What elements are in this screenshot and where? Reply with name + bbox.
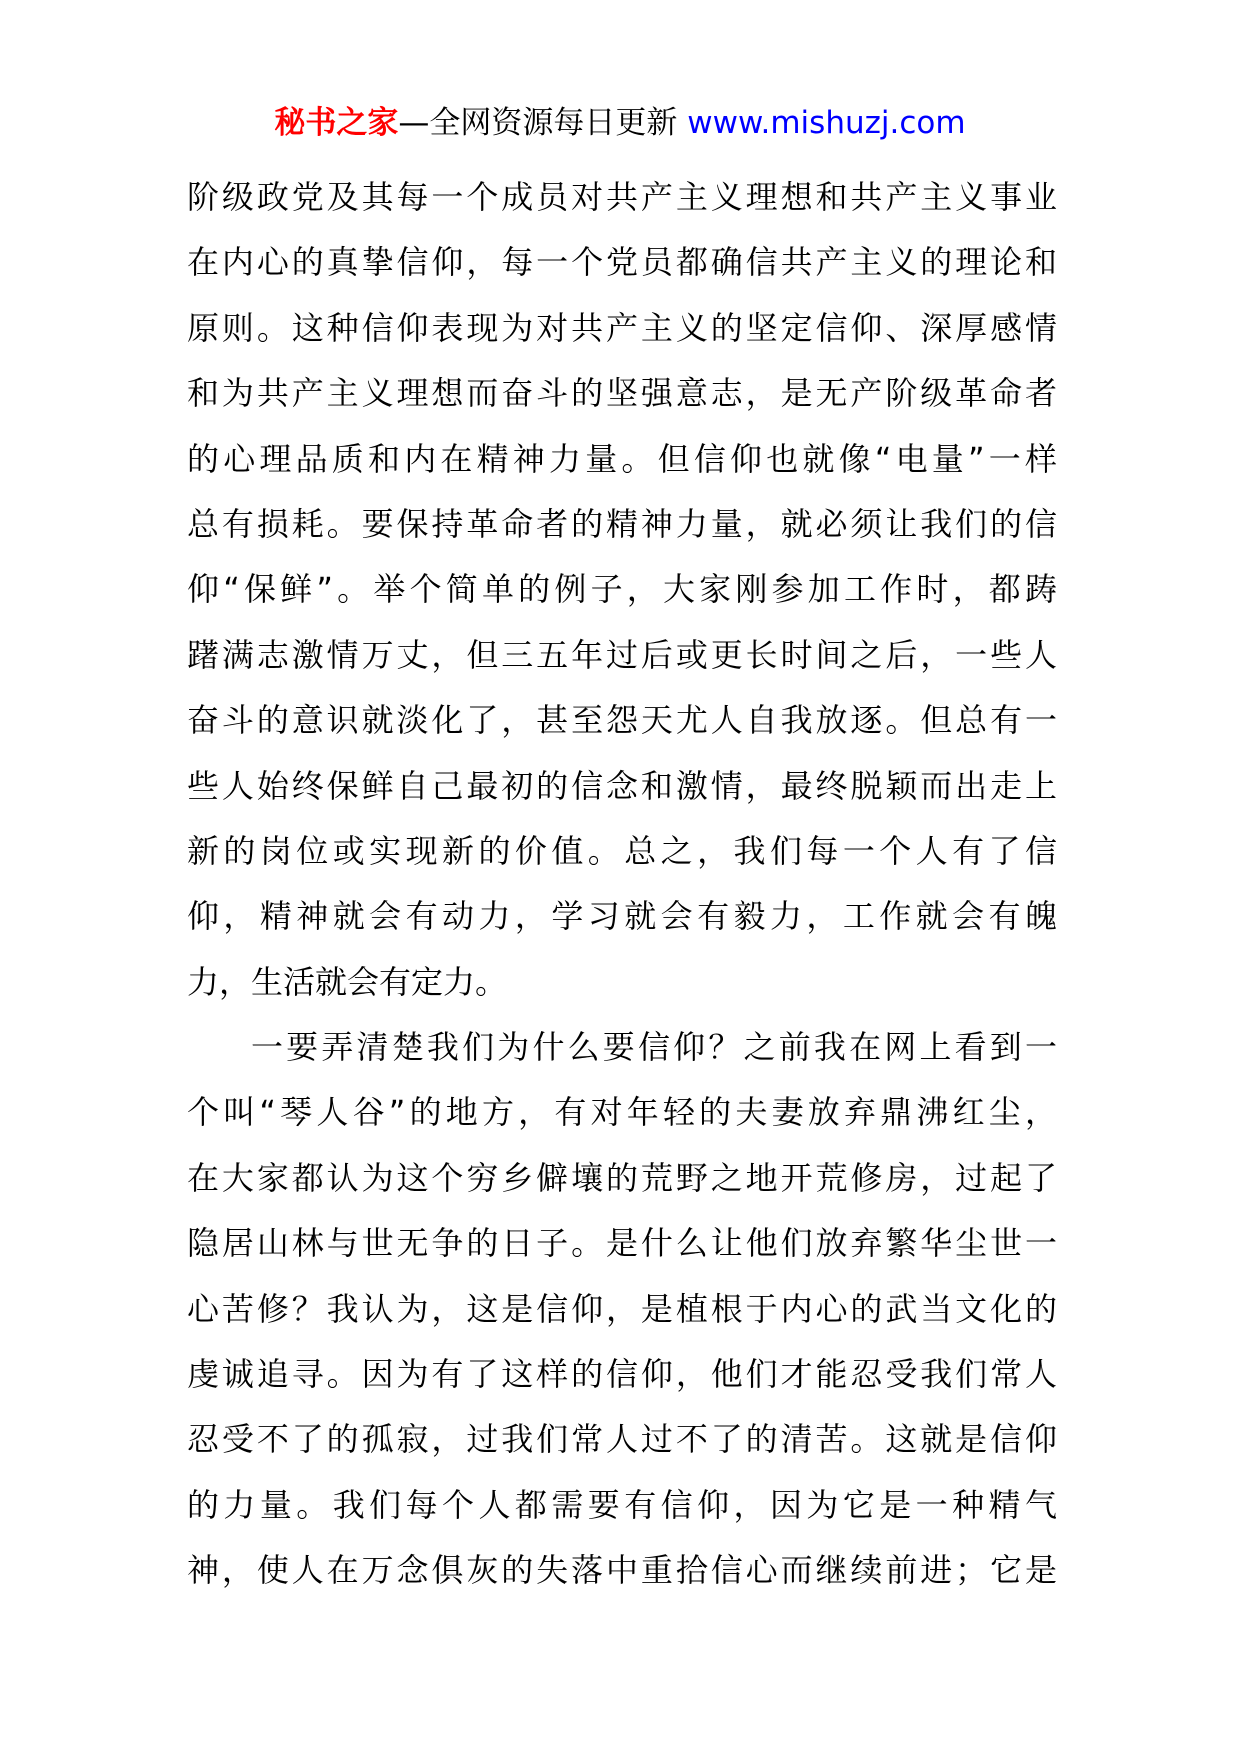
text-line: 奋斗的意识就淡化了，甚至怨天尤人自我放逐。但总有一 bbox=[187, 701, 1057, 740]
text-line: 仰“保鲜”。举个简单的例子，大家刚参加工作时，都踌 bbox=[187, 570, 1057, 609]
text-line: 阶级政党及其每一个成员对共产主义理想和共产主义事业 bbox=[187, 178, 1057, 216]
text-line: 原则。这种信仰表现为对共产主义的坚定信仰、深厚感情 bbox=[187, 308, 1057, 347]
text-line: 躇满志激情万丈，但三五年过后或更长时间之后，一些人 bbox=[187, 635, 1057, 674]
text-line: 在内心的真挚信仰，每一个党员都确信共产主义的理论和 bbox=[187, 243, 1057, 282]
text-line: 些人始终保鲜自己最初的信念和激情，最终脱颖而出走上 bbox=[187, 766, 1057, 805]
text-line: 心苦修？我认为，这是信仰，是植根于内心的武当文化的 bbox=[187, 1289, 1057, 1328]
text-line: 在大家都认为这个穷乡僻壤的荒野之地开荒修房，过起了 bbox=[187, 1158, 1057, 1197]
document-body bbox=[187, 165, 1057, 1604]
page-header bbox=[0, 100, 1240, 146]
text-line: 仰，精神就会有动力，学习就会有毅力，工作就会有魄 bbox=[187, 897, 1057, 936]
text-line: 个叫“琴人谷”的地方，有对年轻的夫妻放弃鼎沸红尘， bbox=[187, 1093, 1057, 1132]
text-line: 总有损耗。要保持革命者的精神力量，就必须让我们的信 bbox=[187, 504, 1057, 543]
text-line: 虔诚追寻。因为有了这样的信仰，他们才能忍受我们常人 bbox=[187, 1355, 1057, 1394]
header-tagline: —全网资源每日更新 bbox=[398, 105, 678, 141]
text-line: 忍受不了的孤寂，过我们常人过不了的清苦。这就是信仰 bbox=[187, 1420, 1057, 1459]
paragraph-end-line: 力，生活就会有定力。 bbox=[187, 962, 508, 1001]
brand-name: 秘书之家 bbox=[274, 105, 399, 141]
paragraph-start-line: 一要弄清楚我们为什么要信仰？之前我在网上看到一 bbox=[251, 1028, 1057, 1067]
text-line: 和为共产主义理想而奋斗的坚强意志，是无产阶级革命者 bbox=[187, 374, 1057, 413]
text-line: 隐居山林与世无争的日子。是什么让他们放弃繁华尘世一 bbox=[187, 1224, 1057, 1263]
site-url-link[interactable]: www.mishuzj.com bbox=[687, 105, 966, 141]
text-line: 的力量。我们每个人都需要有信仰，因为它是一种精气 bbox=[187, 1485, 1057, 1524]
text-line: 神，使人在万念俱灰的失落中重拾信心而继续前进；它是 bbox=[187, 1551, 1057, 1590]
text-line: 新的岗位或实现新的价值。总之，我们每一个人有了信 bbox=[187, 831, 1057, 870]
text-line: 的心理品质和内在精神力量。但信仰也就像“电量”一样 bbox=[187, 439, 1057, 478]
